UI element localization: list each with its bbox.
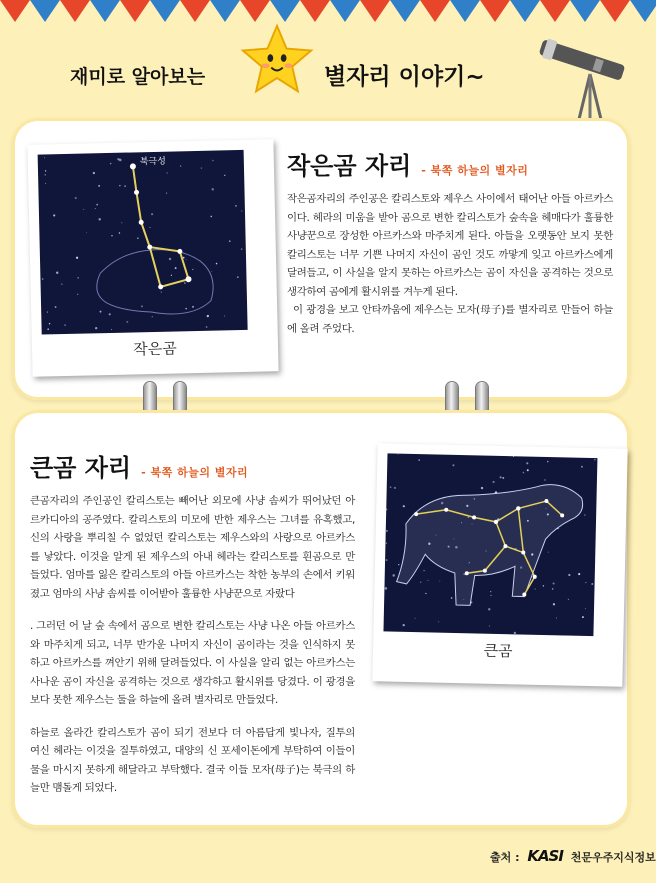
bunting-flag <box>120 0 150 22</box>
small-bear-title-text: 작은곰 자리 <box>287 152 412 180</box>
bunting-flag <box>30 0 60 22</box>
big-bear-subtitle: - 북쪽 하늘의 별자리 <box>141 466 249 479</box>
polaris-label: 북극성 <box>139 156 167 168</box>
small-bear-paragraph: 이 광경을 보고 안타까움에 제우스는 모자(母子)를 별자리로 만들어 하늘에 올려 주었다. <box>287 304 613 335</box>
star-mascot-icon <box>238 22 316 98</box>
bunting-flag <box>90 0 120 22</box>
bunting-flag <box>630 0 656 22</box>
header-title-right: 별자리 이야기~ <box>324 64 485 90</box>
bunting-flag <box>420 0 450 22</box>
big-bear-photo <box>372 443 627 687</box>
bunting-decoration <box>0 0 645 24</box>
big-bear-title <box>30 448 248 483</box>
source-label: 출처 : <box>490 851 520 864</box>
bunting-flag <box>540 0 570 22</box>
bunting-flag <box>150 0 180 22</box>
bunting-flag <box>60 0 90 22</box>
bunting-flag <box>600 0 630 22</box>
header-title-left: 재미로 알아보는 <box>70 66 206 88</box>
small-bear-story <box>287 190 613 338</box>
source-credit <box>490 847 656 865</box>
small-bear-caption: 작은곰 <box>133 339 177 359</box>
bunting-flag <box>570 0 600 22</box>
bunting-flag <box>240 0 270 22</box>
big-bear-title-text: 큰곰 자리 <box>30 454 132 482</box>
bunting-flag <box>270 0 300 22</box>
big-bear-caption: 큰곰 <box>483 641 513 661</box>
bunting-flag <box>0 0 30 22</box>
bunting-flag <box>300 0 330 22</box>
small-bear-title <box>287 146 528 181</box>
bunting-flag <box>450 0 480 22</box>
bunting-flag <box>210 0 240 22</box>
bunting-flag <box>180 0 210 22</box>
bunting-flag <box>510 0 540 22</box>
small-bear-subtitle: - 북쪽 하늘의 별자리 <box>421 164 529 177</box>
bunting-flag <box>360 0 390 22</box>
small-bear-paragraph: 작은곰자리의 주인공은 칼리스토와 제우스 사이에서 태어난 아들 아르카스이다. 헤라의 미움을 받아 곰으로 변한 칼리스토가 숲속을 헤매다가 훌륭한 사냥꾼으로 장성한 아르카스와 마주치게 된다. 아들을 오랫동안 보지 못한 칼리스토는 너무 기쁜 나머지 자신이 곰인 것도 까맣게 잊고 아르카스에게 달려들고, 이 사실을 알지 못하는 아르카스는 곰이 자신을 공격하는 것으로 생각하여 곰에게 활시위를 겨누게 된다. <box>287 193 613 298</box>
bunting-flag <box>480 0 510 22</box>
big-bear-constellation-image <box>383 453 597 636</box>
bunting-flag <box>330 0 360 22</box>
source-org-name: 천문우주지식정보 <box>570 851 656 864</box>
big-bear-story <box>30 492 355 812</box>
big-bear-paragraph: 하늘로 올라간 칼리스토가 곰이 되기 전보다 더 아름답게 빛나자, 질투의 여신 헤라는 이것을 질투하였고, 대양의 신 포세이돈에게 부탁하여 이들이 물을 마시지 못하게 해달라고 부탁했다. 결국 이들 모자(母子)는 북극의 하늘만 맴돌게 되었다. <box>30 726 355 794</box>
bunting-flag <box>390 0 420 22</box>
kasi-logo: KASI <box>527 847 563 865</box>
big-bear-paragraph: . 그러던 어 날 숲 속에서 곰으로 변한 칼리스토는 사냥 나온 아들 아르카스와 마주치게 되고, 너무 반가운 나머지 자신이 곰이라는 것을 인식하지 못하고 아르카스를 껴안기 위해 달려들었다. 이 사실을 알리 없는 아르카스는 사나운 곰이 자신을 공격하는 것으로 생각하고 활시위를 당겼다. 이 광경을 보다 못한 제우스는 둘을 하늘에 올려 별자리로 만들었다. <box>30 620 355 706</box>
small-bear-photo <box>27 139 278 377</box>
small-bear-constellation-image <box>38 150 248 335</box>
big-bear-paragraph: 큰곰자리의 주인공인 칼리스토는 빼어난 외모에 사냥 솜씨가 뛰어났던 아르카디아의 공주였다. 칼리스토의 미모에 반한 제우스는 그녀를 유혹했고, 신의 사랑을 뿌리칠 수 없었던 칼리스토는 제우스와의 사랑으로 아르카스를 낳았다. 이것을 알게 된 제우스의 아내 헤라는 칼리스토를 흰곰으로 만들었다. 엄마를 잃은 칼리스토의 아들 아르카스는 착한 농부의 손에서 키워졌고 엄마의 사냥 솜씨를 이어받아 훌륭한 사냥꾼으로 자랐다 <box>30 495 355 600</box>
